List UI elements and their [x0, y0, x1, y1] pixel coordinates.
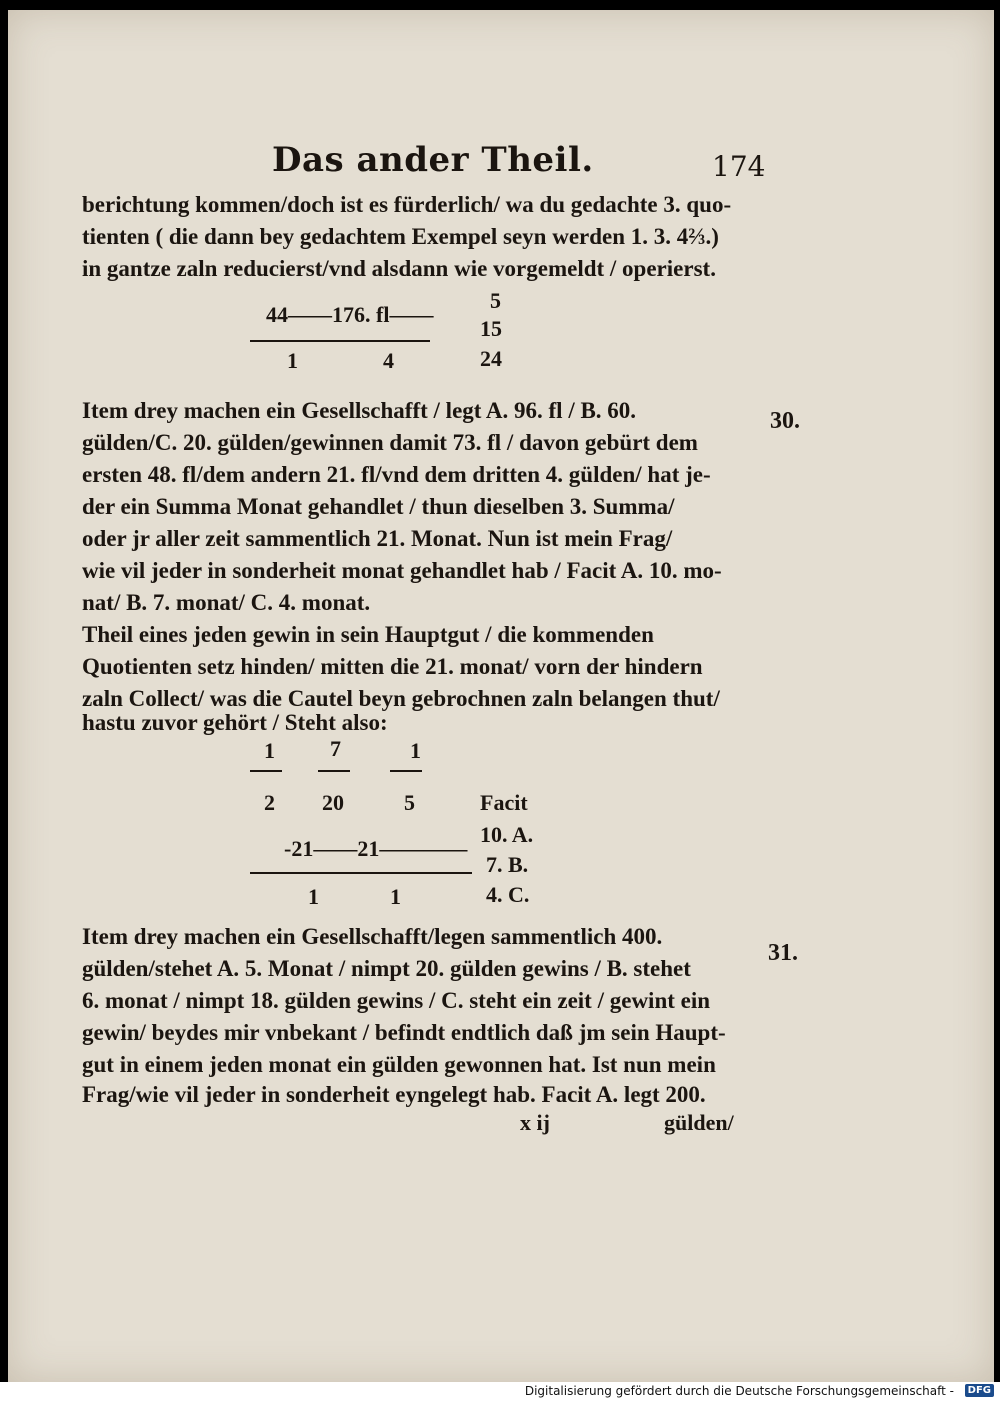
margin-number-31: 31.: [768, 940, 798, 966]
figure1-rule: [250, 340, 430, 342]
footer-credit: Digitalisierung gefördert durch die Deutsche Forschungsgemeinschaft -: [524, 1384, 954, 1398]
text-line: in gantze zaln reducierst/vnd alsdann wie vorgemeldt / operierst.: [82, 256, 716, 281]
figure1-top-row: 44——176. fl——: [266, 302, 434, 327]
text-line: berichtung kommen/doch ist es fürderlich/ wa du gedachte 3. quo-: [82, 192, 732, 217]
text-line: gut in einem jeden monat ein gülden gewonnen hat. Ist nun mein: [82, 1052, 716, 1077]
text-line: hastu zuvor gehört / Steht also:: [82, 710, 388, 735]
text-line: 6. monat / nimpt 18. gülden gewins / C. steht ein zeit / gewint ein: [82, 988, 711, 1013]
page-number: 174: [712, 150, 766, 183]
figure2-middle-row: -21——21————: [284, 836, 468, 861]
figure1-bottom-3: 24: [480, 346, 502, 371]
text-line: wie vil jeder in sonderheit monat gehandlet hab / Facit A. 10. mo-: [82, 558, 722, 583]
dfg-logo: DFG: [965, 1384, 994, 1397]
figure2-facit-label: Facit: [480, 790, 528, 815]
figure2-denominator-3: 5: [404, 790, 415, 815]
text-line: gülden/stehet A. 5. Monat / nimpt 20. gülden gewins / B. stehet: [82, 956, 691, 981]
figure1-bottom-1: 1: [287, 348, 298, 373]
figure1-bottom-2: 4: [383, 348, 394, 373]
running-title: Das ander Theil.: [272, 140, 594, 180]
text-line: Frag/wie vil jeder in sonderheit eyngelegt hab. Facit A. legt 200.: [82, 1082, 706, 1107]
figure2-denominator-2: 20: [322, 790, 344, 815]
figure1-right-top: 5: [490, 288, 501, 313]
figure2-fraction-bar: [390, 770, 422, 772]
figure2-numerator-1: 1: [264, 738, 275, 763]
text-line: ersten 48. fl/dem andern 21. fl/vnd dem dritten 4. gülden/ hat je-: [82, 462, 711, 487]
text-line: Item drey machen ein Gesellschafft / legt A. 96. fl / B. 60.: [82, 398, 637, 423]
figure2-result-c: 4. C.: [486, 882, 530, 907]
text-line: gülden/C. 20. gülden/gewinnen damit 73. fl / davon gebürt dem: [82, 430, 698, 455]
text-line: zaln Collect/ was die Cautel beyn gebrochnen zaln belangen thut/: [82, 686, 720, 711]
text-line: Theil eines jeden gewin in sein Hauptgut / die kommenden: [82, 622, 654, 647]
figure2-result-a: 10. A.: [480, 822, 534, 847]
figure2-rule: [250, 872, 472, 874]
figure2-bottom-2: 1: [390, 884, 401, 909]
figure1-right-bottom: 15: [480, 316, 502, 341]
figure2-bottom-1: 1: [308, 884, 319, 909]
text-line: nat/ B. 7. monat/ C. 4. monat.: [82, 590, 371, 615]
text-line: der ein Summa Monat gehandlet / thun dieselben 3. Summa/: [82, 494, 675, 519]
margin-number-30: 30.: [770, 408, 800, 434]
footer-bar: [0, 1382, 1000, 1401]
catchword: gülden/: [664, 1110, 734, 1135]
text-line: gewin/ beydes mir vnbekant / befindt endtlich daß jm sein Haupt-: [82, 1020, 726, 1045]
figure2-result-b: 7. B.: [486, 852, 529, 877]
text-line: tienten ( die dann bey gedachtem Exempel seyn werden 1. 3. 4⅔.): [82, 224, 719, 249]
figure2-fraction-bar: [250, 770, 282, 772]
figure2-numerator-3: 1: [410, 738, 421, 763]
text-line: Quotienten setz hinden/ mitten die 21. monat/ vorn der hindern: [82, 654, 703, 679]
figure2-numerator-2: 7: [330, 736, 341, 761]
text-line: oder jr aller zeit sammentlich 21. Monat. Nun ist mein Frag/: [82, 526, 673, 551]
signature-mark: x ij: [520, 1110, 550, 1135]
figure2-denominator-1: 2: [264, 790, 275, 815]
text-line: Item drey machen ein Gesellschafft/legen sammentlich 400.: [82, 924, 663, 949]
figure2-fraction-bar: [318, 770, 350, 772]
